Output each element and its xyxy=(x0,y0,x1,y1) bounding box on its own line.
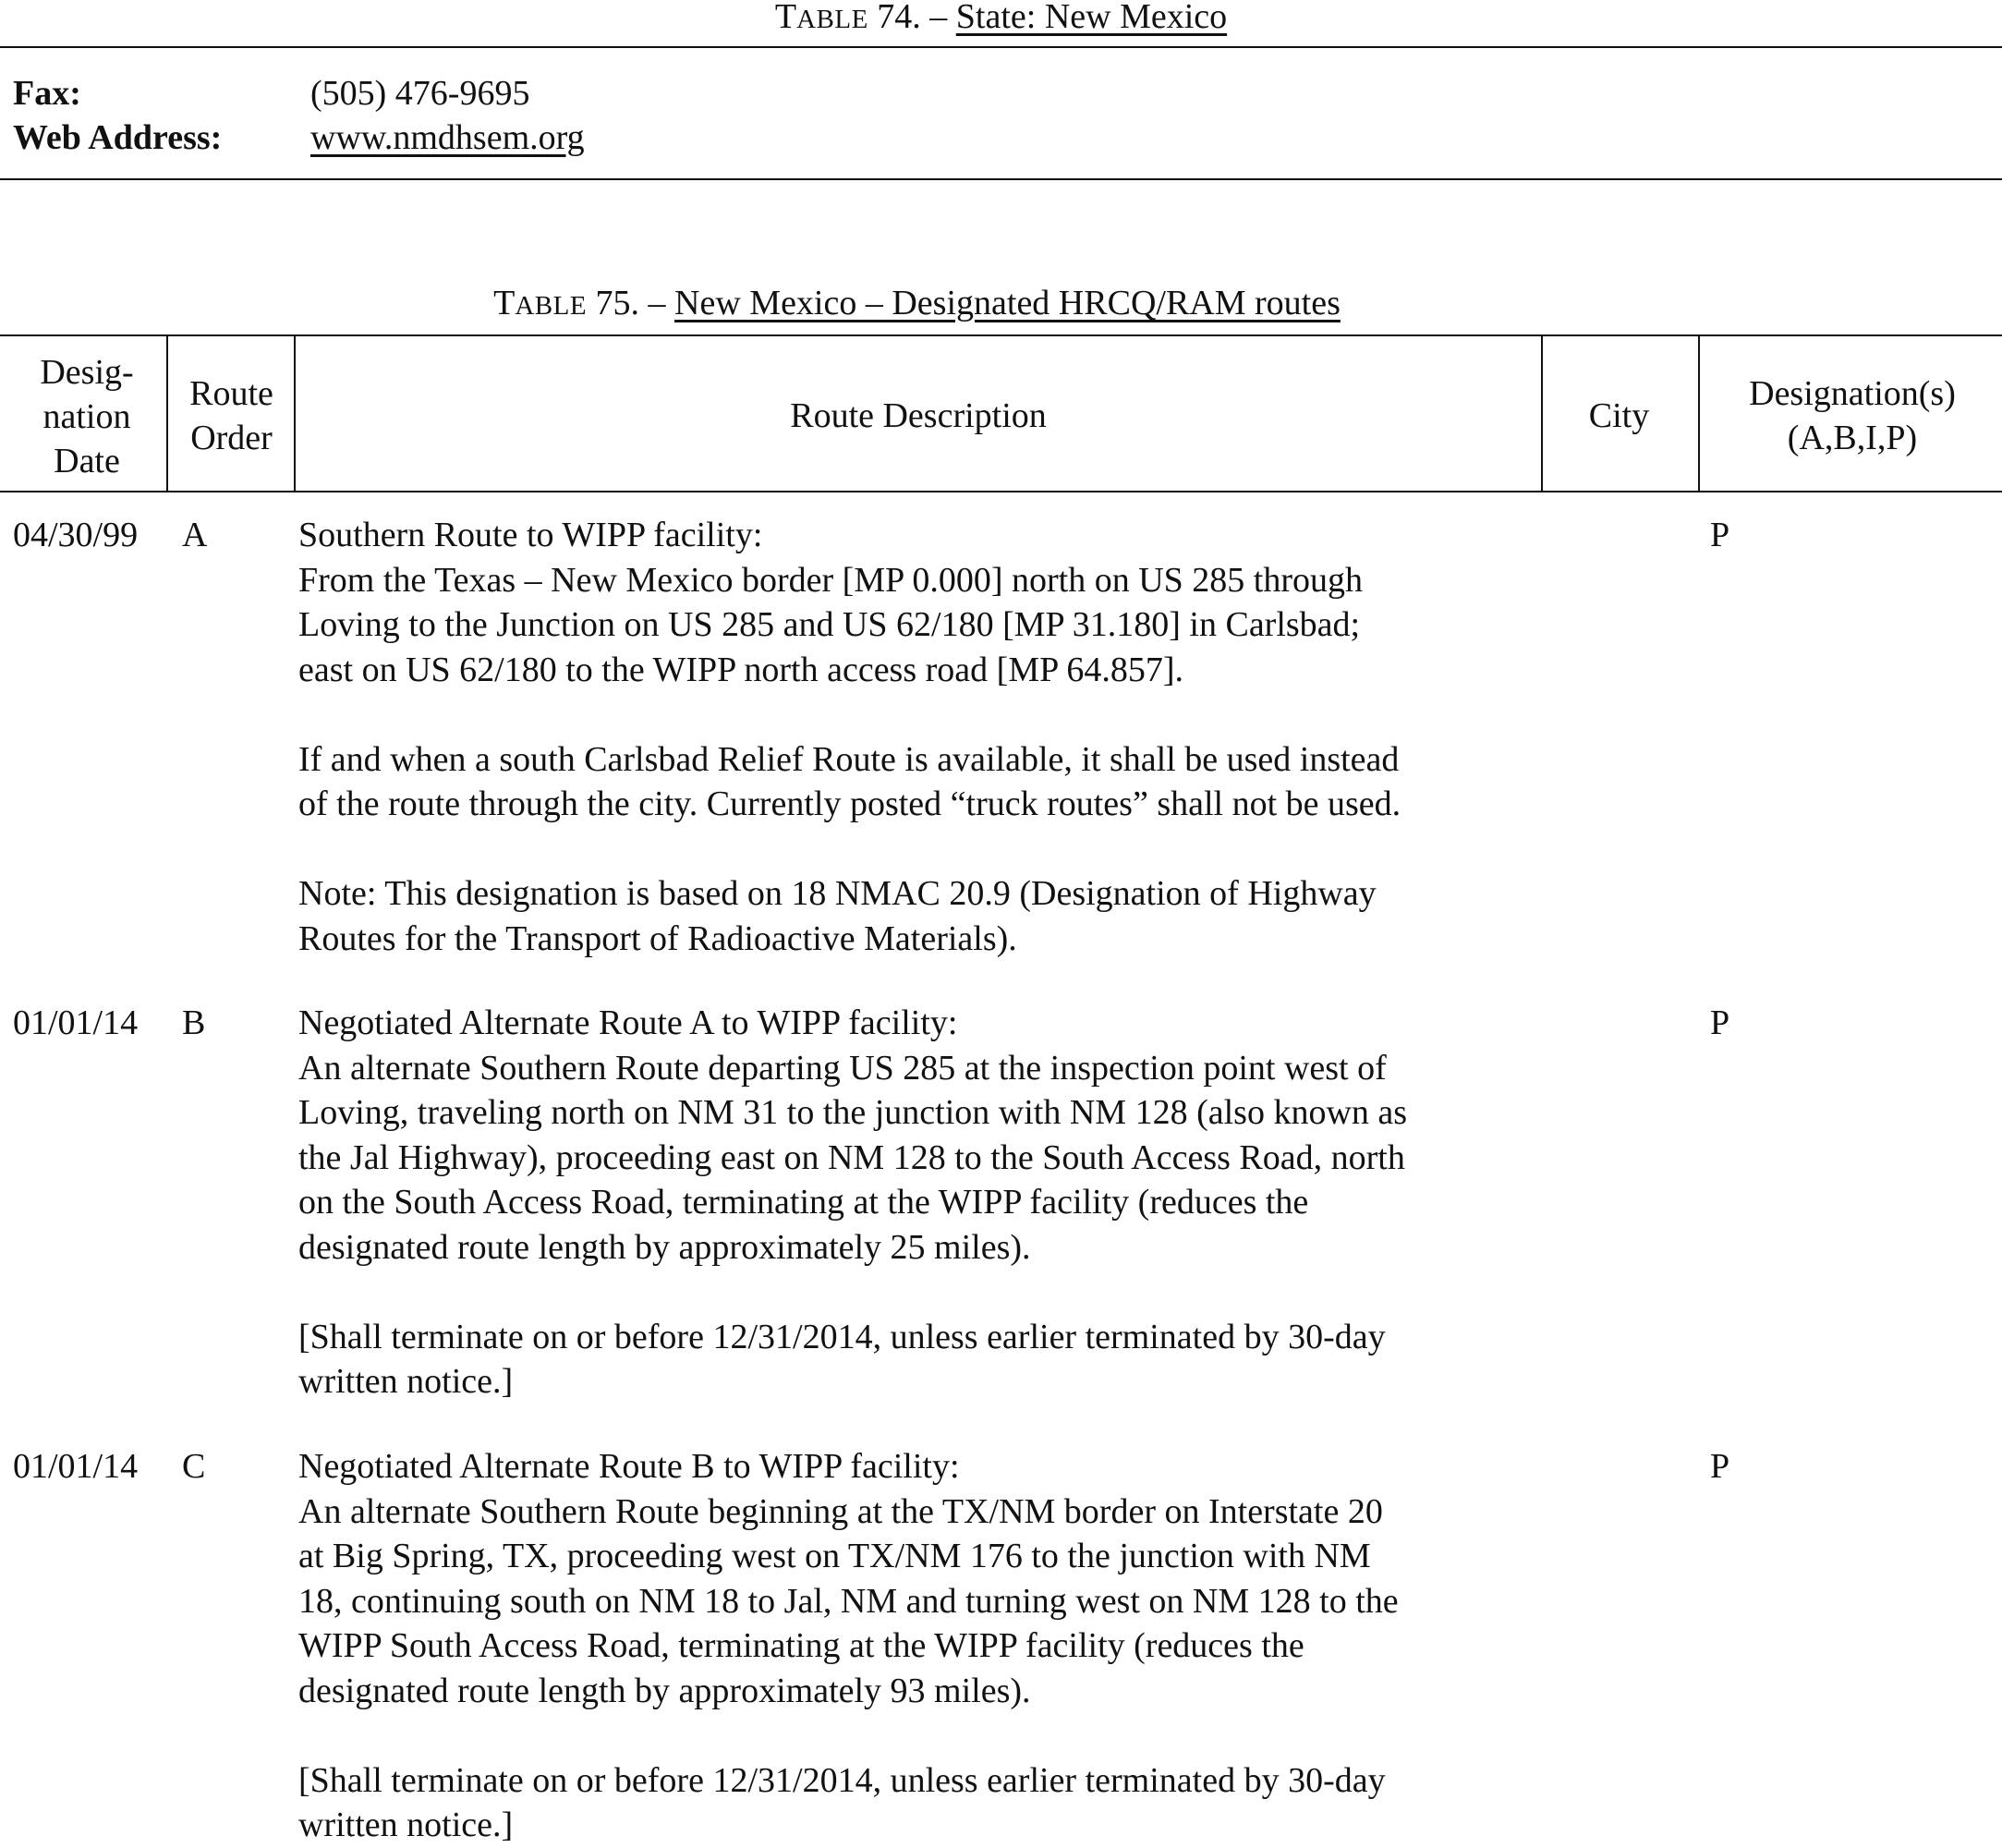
row-designation: P xyxy=(1710,1447,1730,1486)
header-designation-date xyxy=(9,350,164,483)
description-paragraph xyxy=(298,871,1546,961)
description-line: of the route through the city. Currently posted “truck routes” shall not be used. xyxy=(298,784,1401,823)
description-paragraph xyxy=(298,737,1546,827)
header-column-divider xyxy=(1698,334,1700,492)
fax-value: (505) 476-9695 xyxy=(310,74,530,113)
header-designation-date-line-2: nation xyxy=(42,397,131,436)
description-line: written notice.] xyxy=(298,1362,514,1401)
description-paragraph xyxy=(298,1758,1546,1848)
header-column-divider xyxy=(166,334,168,492)
description-line: Negotiated Alternate Route B to WIPP facility: xyxy=(298,1447,960,1486)
header-designations xyxy=(1705,371,2000,460)
header-route-description: Route Description xyxy=(790,396,1047,435)
row-date: 01/01/14 xyxy=(13,1447,139,1486)
description-line: From the Texas – New Mexico border [MP 0.000] north on US 285 through xyxy=(298,560,1363,600)
table-74-top-rule xyxy=(0,46,2002,48)
row-route-order: B xyxy=(182,1003,206,1042)
header-column-divider xyxy=(1541,334,1543,492)
description-line: An alternate Southern Route departing US 285 at the inspection point west of xyxy=(298,1048,1387,1088)
header-designation-date-line-1: Desig- xyxy=(40,353,134,392)
table-75-title: New Mexico – Designated HRCQ/RAM routes xyxy=(674,284,1341,322)
table-75-top-rule xyxy=(0,334,2002,336)
description-line: the Jal Highway), proceeding east on NM 128 to the South Access Road, north xyxy=(298,1137,1405,1177)
description-line: Routes for the Transport of Radioactive Materials). xyxy=(298,918,1017,958)
description-line: An alternate Southern Route beginning at the TX/NM border on Interstate 20 xyxy=(298,1491,1383,1531)
description-line: Loving, traveling north on NM 31 to the junction with NM 128 (also known as xyxy=(298,1093,1408,1132)
table-74-label-number: 74. – xyxy=(868,0,956,36)
description-line: If and when a south Carlsbad Relief Route is available, it shall be used instead xyxy=(298,739,1400,779)
header-designations-line-1: Designation(s) xyxy=(1749,374,1956,413)
description-paragraph xyxy=(298,513,1546,692)
table-74-caption xyxy=(0,0,2002,38)
table-75-label-number: 75. – xyxy=(587,284,675,322)
description-paragraph xyxy=(298,1315,1546,1404)
table-74-bottom-rule xyxy=(0,178,2002,180)
row-designation: P xyxy=(1710,516,1730,554)
description-line: [Shall terminate on or before 12/31/2014, unless earlier terminated by 30-day xyxy=(298,1760,1386,1800)
row-route-description xyxy=(298,513,1546,961)
header-designation-date-line-3: Date xyxy=(54,442,120,480)
header-route-order-line-2: Order xyxy=(190,419,273,457)
description-line: at Big Spring, TX, proceeding west on TX/NM 176 to the junction with NM xyxy=(298,1537,1371,1575)
table-74-label-smallcaps: ABLE xyxy=(796,5,868,34)
description-line: Southern Route to WIPP facility: xyxy=(298,516,763,554)
table-75-label-prefix: T xyxy=(493,284,516,322)
table-75-header-rule xyxy=(0,491,2002,492)
row-designation: P xyxy=(1710,1003,1730,1042)
description-line: east on US 62/180 to the WIPP north access road [MP 64.857]. xyxy=(298,650,1183,689)
description-line: Loving to the Junction on US 285 and US 62/180 [MP 31.180] in Carlsbad; xyxy=(298,605,1361,644)
description-paragraph xyxy=(298,1001,1546,1270)
web-address-label: Web Address: xyxy=(13,118,223,157)
description-line: designated route length by approximately 93 miles). xyxy=(298,1671,1031,1710)
description-line: written notice.] xyxy=(298,1805,514,1844)
row-route-order: C xyxy=(182,1447,206,1486)
description-line: Note: This designation is based on 18 NMAC 20.9 (Designation of Highway xyxy=(298,874,1377,913)
header-city: City xyxy=(1588,396,1650,435)
row-route-order: A xyxy=(182,516,208,554)
header-route-order-line-1: Route xyxy=(189,374,273,413)
web-address-link[interactable]: www.nmdhsem.org xyxy=(310,118,585,157)
header-designations-line-2: (A,B,I,P) xyxy=(1787,419,1918,457)
table-75-label-smallcaps: ABLE xyxy=(515,291,588,321)
description-paragraph xyxy=(298,1444,1546,1713)
row-route-description xyxy=(298,1444,1546,1848)
row-route-description xyxy=(298,1001,1546,1404)
header-column-divider xyxy=(294,334,296,492)
table-74-label-prefix: T xyxy=(774,0,797,36)
header-route-order xyxy=(174,371,289,460)
description-line: WIPP South Access Road, terminating at the WIPP facility (reduces the xyxy=(298,1626,1304,1665)
row-date: 01/01/14 xyxy=(13,1003,139,1042)
fax-label: Fax: xyxy=(13,74,81,113)
description-line: Negotiated Alternate Route A to WIPP facility: xyxy=(298,1003,958,1042)
description-line: on the South Access Road, terminating at the WIPP facility (reduces the xyxy=(298,1183,1309,1222)
row-date: 04/30/99 xyxy=(13,516,139,554)
description-line: 18, continuing south on NM 18 to Jal, NM and turning west on NM 128 to the xyxy=(298,1581,1399,1621)
table-74-title: State: New Mexico xyxy=(955,0,1228,36)
description-line: designated route length by approximately 25 miles). xyxy=(298,1227,1031,1267)
table-75-caption xyxy=(0,282,1834,327)
description-line: [Shall terminate on or before 12/31/2014, unless earlier terminated by 30-day xyxy=(298,1317,1386,1356)
